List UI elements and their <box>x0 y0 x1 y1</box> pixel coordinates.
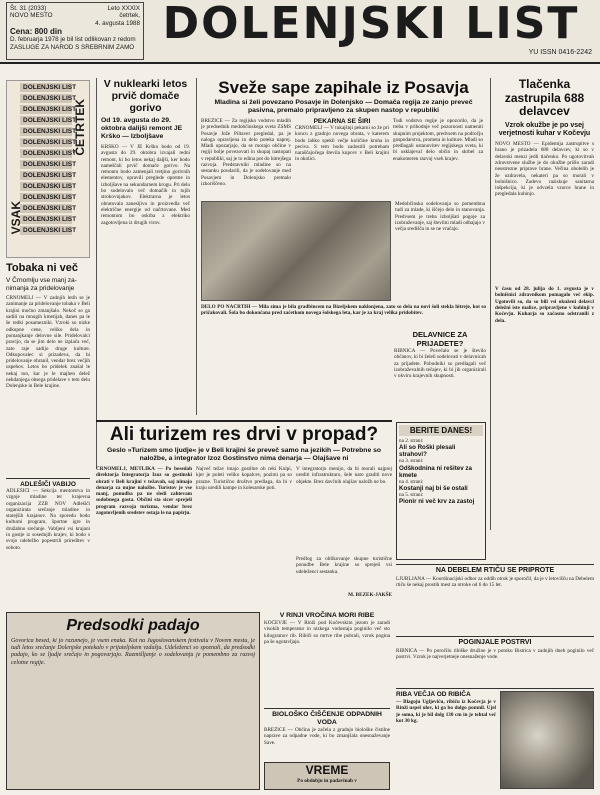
article-title: Predsodki padajo <box>66 617 200 634</box>
sub-heading: PEKARNA SE ŠIRI <box>313 118 371 125</box>
ribbon-item: DOLENJSKI LIST <box>20 116 72 125</box>
ribbon-item: DOLENJSKI LIST <box>20 193 72 202</box>
article-body: BREŽICE — Občina je začela z gradnjo biološke čistilne naprave za odpadne vode, ki bo zmanjšala onesnaževanje Save. <box>264 727 390 746</box>
article-deck: Vzrok okužbe je po vsej verjetnosti kuhar v Kočevju <box>498 121 591 137</box>
article-title: RIBA VEČJA OD RIBIČA <box>396 691 471 698</box>
article-deck: Od 19. avgusta do 29. oktobra dalijši remont JE Krško — Izboljšave <box>101 117 183 140</box>
ribbon-item: DOLENJSKI LIST <box>20 94 72 103</box>
ribbon-item: DOLENJSKI LIST <box>20 171 72 180</box>
place: NOVO MESTO <box>10 12 53 20</box>
ribbon-item: DOLENJSKI LIST <box>20 105 72 114</box>
article-title: Sveže sape zapihale iz Posavja <box>218 78 469 97</box>
article-adlesici <box>6 478 90 604</box>
weather-text: Po obdobju in padavinah v <box>297 778 357 784</box>
berite-page: na 2. strani: <box>399 438 424 444</box>
article-nuklearka <box>96 78 190 468</box>
box-title: BERITE DANES! <box>399 425 483 436</box>
ribbon-item: DOLENJSKI LIST <box>20 182 72 191</box>
article-title: POGINJALE POSTRVI <box>458 639 532 646</box>
article-body-col-4: Medobčinska sodelovanja so pomembna tudi za mlade, ki iščejo delo in stanovanja. Predvsem je treba izboljšati pogoje za izobraževanje, saj številni mladi odhajajo v večja središča in se ne vračajo. <box>395 201 485 233</box>
article-body-col-3: V integratorju menijo, da bi morali najprej urediti infrastrukturo, šele nato graditi nove objekte. Brez davčnih olajšav naložb ne bo. <box>296 466 392 485</box>
price: Cena: 800 din <box>10 27 63 37</box>
masthead <box>0 0 600 64</box>
berite-item[interactable] <box>399 438 483 458</box>
article-tlachenka <box>490 78 594 530</box>
award-line-1: D. februarja 1978 je bil list odlikovan z redom <box>10 36 136 44</box>
article-body: KOČEVJE — V Rinži pod Kočevskim jezom je zaradi visokih temperatur in nizkega vodostaja poginilo več sto kilogramov rib. Ribiči so mrtve ribe pobrali, vzrok pogina pa še ugotavljajo. <box>264 620 390 645</box>
article-body: ADLEŠIČI — Sekcija mentorstva in vzgoje mladine ter krajevna organizacija ZZB NOV Adlešiči organizirata srečanje mladine in starejših krajanov. Na sporedu bodo kulturni program, športne igre in družabno srečanje. Vabljeni vsi krajani in gostje iz sosednjih krajev, ki bodo s svojo udeležbo popestrili prireditev v soboto. <box>6 488 90 551</box>
weekday: četrtek, <box>119 12 140 20</box>
article-debelan <box>396 564 594 634</box>
article-body: KRŠKO — V JE Krško bodo od 19. avgusta do 29. oktobra izvajali redni remont, ki bo letos nekaj daljši, ker bodo nameščali prvič domače gorivo. Na remontu bodo zamenjali tretjino gorivnih elementov, opravili preglede opreme in izboljšave na sekundarnem krogu. Pri delu bo sodelovalo več domačih in tujih strokovnjakov. Elektrarna je letos obratovala zanesljivo in proizvedla več električne energije od načrtovane. Med remontom bo oskrba z elektriko zagotovljena iz drugih virov. <box>101 144 190 226</box>
article-title: V nuklearki letos prvič domače gorivo <box>103 78 188 114</box>
berite-page: na 4. strani: <box>399 478 424 485</box>
weather-box <box>264 762 390 790</box>
berite-text: Kostanji naj bi še ostali <box>399 484 468 492</box>
article-title: NA DEBELEM RTIČU SE PRIPROTE <box>435 567 555 574</box>
ribbon-side-label-1: ČETRTEK <box>73 99 87 156</box>
berite-page: na 5. strani: <box>399 491 424 498</box>
article-title: DELAVNICE ZA PRIJADETE? <box>412 330 468 348</box>
byline: M. BEZEK-JAKŠE <box>348 592 392 598</box>
issn: YU ISSN 0416-2242 <box>528 49 592 56</box>
volume-year: Leto XXXIX <box>107 5 140 12</box>
berite-item[interactable] <box>399 458 483 478</box>
article-deck: Geslo »Turizem smo ljudje« je v Beli krajini še preveč samo na jezikih — Potrebne so naložbe, a integrator Izoz Gostinstvo nima denarja — Olajšave ni <box>106 447 382 462</box>
article-tobaka <box>6 262 90 472</box>
issue-date: 4. avgusta 1988 <box>95 19 140 27</box>
article-body: LJUBLJANA — Koordinacijski odbor za oddih otrok je sporočil, da je v letovišču na Debelem rtiču še nekaj prostih mest za otroke od 6 do 15 let. <box>396 575 594 588</box>
ribbon-item: DOLENJSKI LIST <box>20 138 72 147</box>
ribbon-item: DOLENJSKI LIST <box>20 127 72 136</box>
article-poginjale <box>396 636 594 684</box>
ribbon-list <box>17 83 75 235</box>
ribbon-side-label-2: VSAK <box>9 201 23 235</box>
article-body: Govorica besed, ki jo razumejo, je vsem enaka. Kot na Jugoslovanskem festivalu v Novem mestu, je tudi letos srečanje Dolenjske potekalo v prijateljskem vzdušju. Udeleženci so spoznali, da predsodki padajo, ko se ljudje srečajo in pogovarjajo. Razmišljanje o sodelovanju je pomembno za razvoj celotne regije. <box>11 638 255 666</box>
fish-photo <box>500 691 594 789</box>
article-title: Tlačenka zastrupila 688 delavcev <box>504 77 585 118</box>
newspaper-title: DOLENJSKI LIST <box>162 0 580 49</box>
article-body-col-2: ČRNOMELJ — V tukajšnji pekarni so že pri koncu z gradnjo novega obrata, v katerem bodo lahko spekli večje količine kruha in peciva. S tem bodo zadostili potrebam naraščajočega števila kupcev v Beli krajini in okolici. <box>295 125 389 163</box>
ribbon-item: DOLENJSKI LIST <box>20 83 72 92</box>
article-predsodki <box>6 612 260 790</box>
berite-text: Ali so Roški plesali strahovi? <box>399 444 456 459</box>
article-body: NOVO MESTO — Epidemija zastrupitve s hrano je prizadela 688 delavcev, ki so v delavski menzi jedli tlačenko. Po ugotovitvah zdravstvene službe je do okužbe prišlo zaradi neustrezne priprave hrane. Večina obolelih je že ozdravela, nekateri pa so morali v bolnišnico. Zadevo raziskuje sanitarna inšpekcija, ki je odvzela vzorce hrane in pregledala kuhinjo. <box>495 141 594 198</box>
berite-page: na 3. strani: <box>399 458 424 465</box>
ribbon-item: DOLENJSKI LIST <box>20 215 72 224</box>
article-title: V RINJI VROČINA MORI RIBE <box>279 612 375 619</box>
article-body-col-1: ČRNOMELJ, METLIKA — Po besedah direktorja Integratorja Izoz so gostinski obrati v Beli krajini v težavah, saj nimajo denarja za nujne naložbe. Turistov je vse manj, ponudba pa ne sledi zahtevam sodobnega gosta. Občini sta sicer sprejeli program razvoja turizma, vendar brez zagotovljenih sredstev ostaja le na papirju. <box>96 466 192 517</box>
article-title: Tobaka ni več <box>6 262 78 274</box>
ribbon-item: DOLENJSKI LIST <box>20 226 72 235</box>
masthead-info-box <box>6 2 144 60</box>
article-biolosko <box>264 708 390 760</box>
award-line-2: ZASLUGE ZA NAROD S SREBRNIM ZAMO <box>10 43 135 51</box>
ribbon-item: DOLENJSKI LIST <box>20 149 72 158</box>
article-deck: V Črnomlju vse manj za-nimanja za pridelovanje <box>6 277 77 292</box>
article-vrinji <box>264 612 390 704</box>
article-title: ADLEŠIČI VABIJO <box>20 481 76 488</box>
article-body-col-1: BREŽICE — Za regijsko vodstvo mladih je predsednik medobčinskega sveta ZSMS Posavje Jože Piltaver pregledal, pa je naloga opravljena in delo poteka naprej. Mladi opozarjajo, da se morajo občine v regiji bolje povezovati in skupaj nastopati v republiki, saj je to edina pot do hitrejšega razvoja. Predstavniki mladine so na sestanku poudarili, da je sodelovanje med Posavjem in Dolenjsko premalo izkoriščeno. <box>201 118 291 187</box>
issue-number: Št. 31 (2033) <box>10 5 47 12</box>
article-body-col-4: Predlog za oblikovanje skupne turistične ponudbe Bele krajine so sprejeli vsi udeleženci sestanka. <box>296 556 392 575</box>
berite-item[interactable] <box>399 492 483 505</box>
weather-label: VREME <box>305 763 349 777</box>
article-deck: Mladina si želi povezano Posavje in Dolenjsko — Domača regija ze zanjo preveč pasivna, premalo pripravljeno za skupen nastop v republiki <box>214 99 473 114</box>
article-ribvecja <box>396 688 594 790</box>
article-body-col-2: Največ težav imajo gostilne ob reki Kolpi, kjer je poleti veliko kopalcev, pozimi pa so prazne. Turistično društvo predlaga, da bi v kraju uredili kampe in kolesarske poti. <box>196 466 292 491</box>
article-body: ČRNOMELJ — V zadnjih letih se je zanimanje za pridelovanje tobaka v Beli krajini močno zmanjšalo. Nekoč so ga sadili na mnogih kmetijah, danes pa le še redki posamezniki. Vzroki so nizke odkupne cene, veliko dela in pomanjkanje delovne sile. Pridelovalci pravijo, da se jim delo ne izplača več, zato raje sadijo druge kulture. Odkupovalec si prizadeva, da bi pridelovanje ohranil, vendar brez večjih uspehov. Letos bo pridelek znašal le nekaj ton, kar je le majhen delež nekdanjega obsega pridelave v tem delu Dolenjske in Bele krajine. <box>6 295 90 390</box>
article-body: RIBNICA — Po poročilu ribiške družine je v potoku Bistrica v zadnjih dneh poginilo več postrvi. Vzrok je najverjetneje onesnaženje vode. <box>396 647 594 660</box>
article-body-2: V času od 28. julija do 1. avgusta je v bolnišnici zdravnikom pomagalo več ekip. Ugotovili so, da so bili vsi okuženi delavci deležni iste malice, pripravljene v kuhinji v Kočevju. Kuharja so začasno odstranili z dela. <box>495 286 594 324</box>
berite-text: Pionir ni več krv za zastoj <box>399 498 475 506</box>
berite-danes-box <box>396 422 486 560</box>
ribbon-item: DOLENJSKI LIST <box>20 204 72 213</box>
main-photo <box>201 201 391 301</box>
article-alturizem <box>96 420 392 608</box>
ribbon-column <box>6 80 90 258</box>
article-delavnice <box>394 330 486 420</box>
article-body: — Blagoju Ugljeviču, ribiču iz Kočevja je v Rinži uspel ulov, ki ga bo dolgo pomnil. Ujel je soma, ki je bil dolg 130 cm in je tehtal več kot 30 kg. <box>396 699 496 724</box>
berite-text: Odškodnina ni rešitev za kmete <box>399 464 472 479</box>
photo-caption: DELO PO NAČRTIH — Mila zima je bila gradbincem na Bizeljskem naklonjena, zato so dela na novi šoli stekla hitreje, kot so pričakovali. Šola bo dokončana pred začetkom novega šolskega leta, kar je za kraj velika pridobitev. <box>201 304 486 317</box>
article-body-col-3: Tudi vodstvo regije je opozorilo, da je treba v prihodnje več pozornosti nameniti skupnim projektom, predvsem na področju gospodarstva, prometa in kulture. Mladi so predlagali ustanovitev regijskega sveta, ki bi usklajeval delo občin in skrbel za enakomeren razvoj vseh krajev. <box>393 118 483 162</box>
article-title: BIOLOŠKO ČIŠČENJE ODPADNIH VODA <box>272 711 382 726</box>
ribbon-item: DOLENJSKI LIST <box>20 160 72 169</box>
article-body: RIBNICA — Povečalo se je število občanov, ki bi želeli sodelovati v delavnicah za prijadete. Pobudniki so predlagali več izobraževalnih tečajev, ki bi jih organizirali v okviru krajevnih skupnosti. <box>394 348 486 380</box>
article-title: Ali turizem res drvi v propad? <box>109 424 379 445</box>
berite-item[interactable] <box>399 479 483 492</box>
